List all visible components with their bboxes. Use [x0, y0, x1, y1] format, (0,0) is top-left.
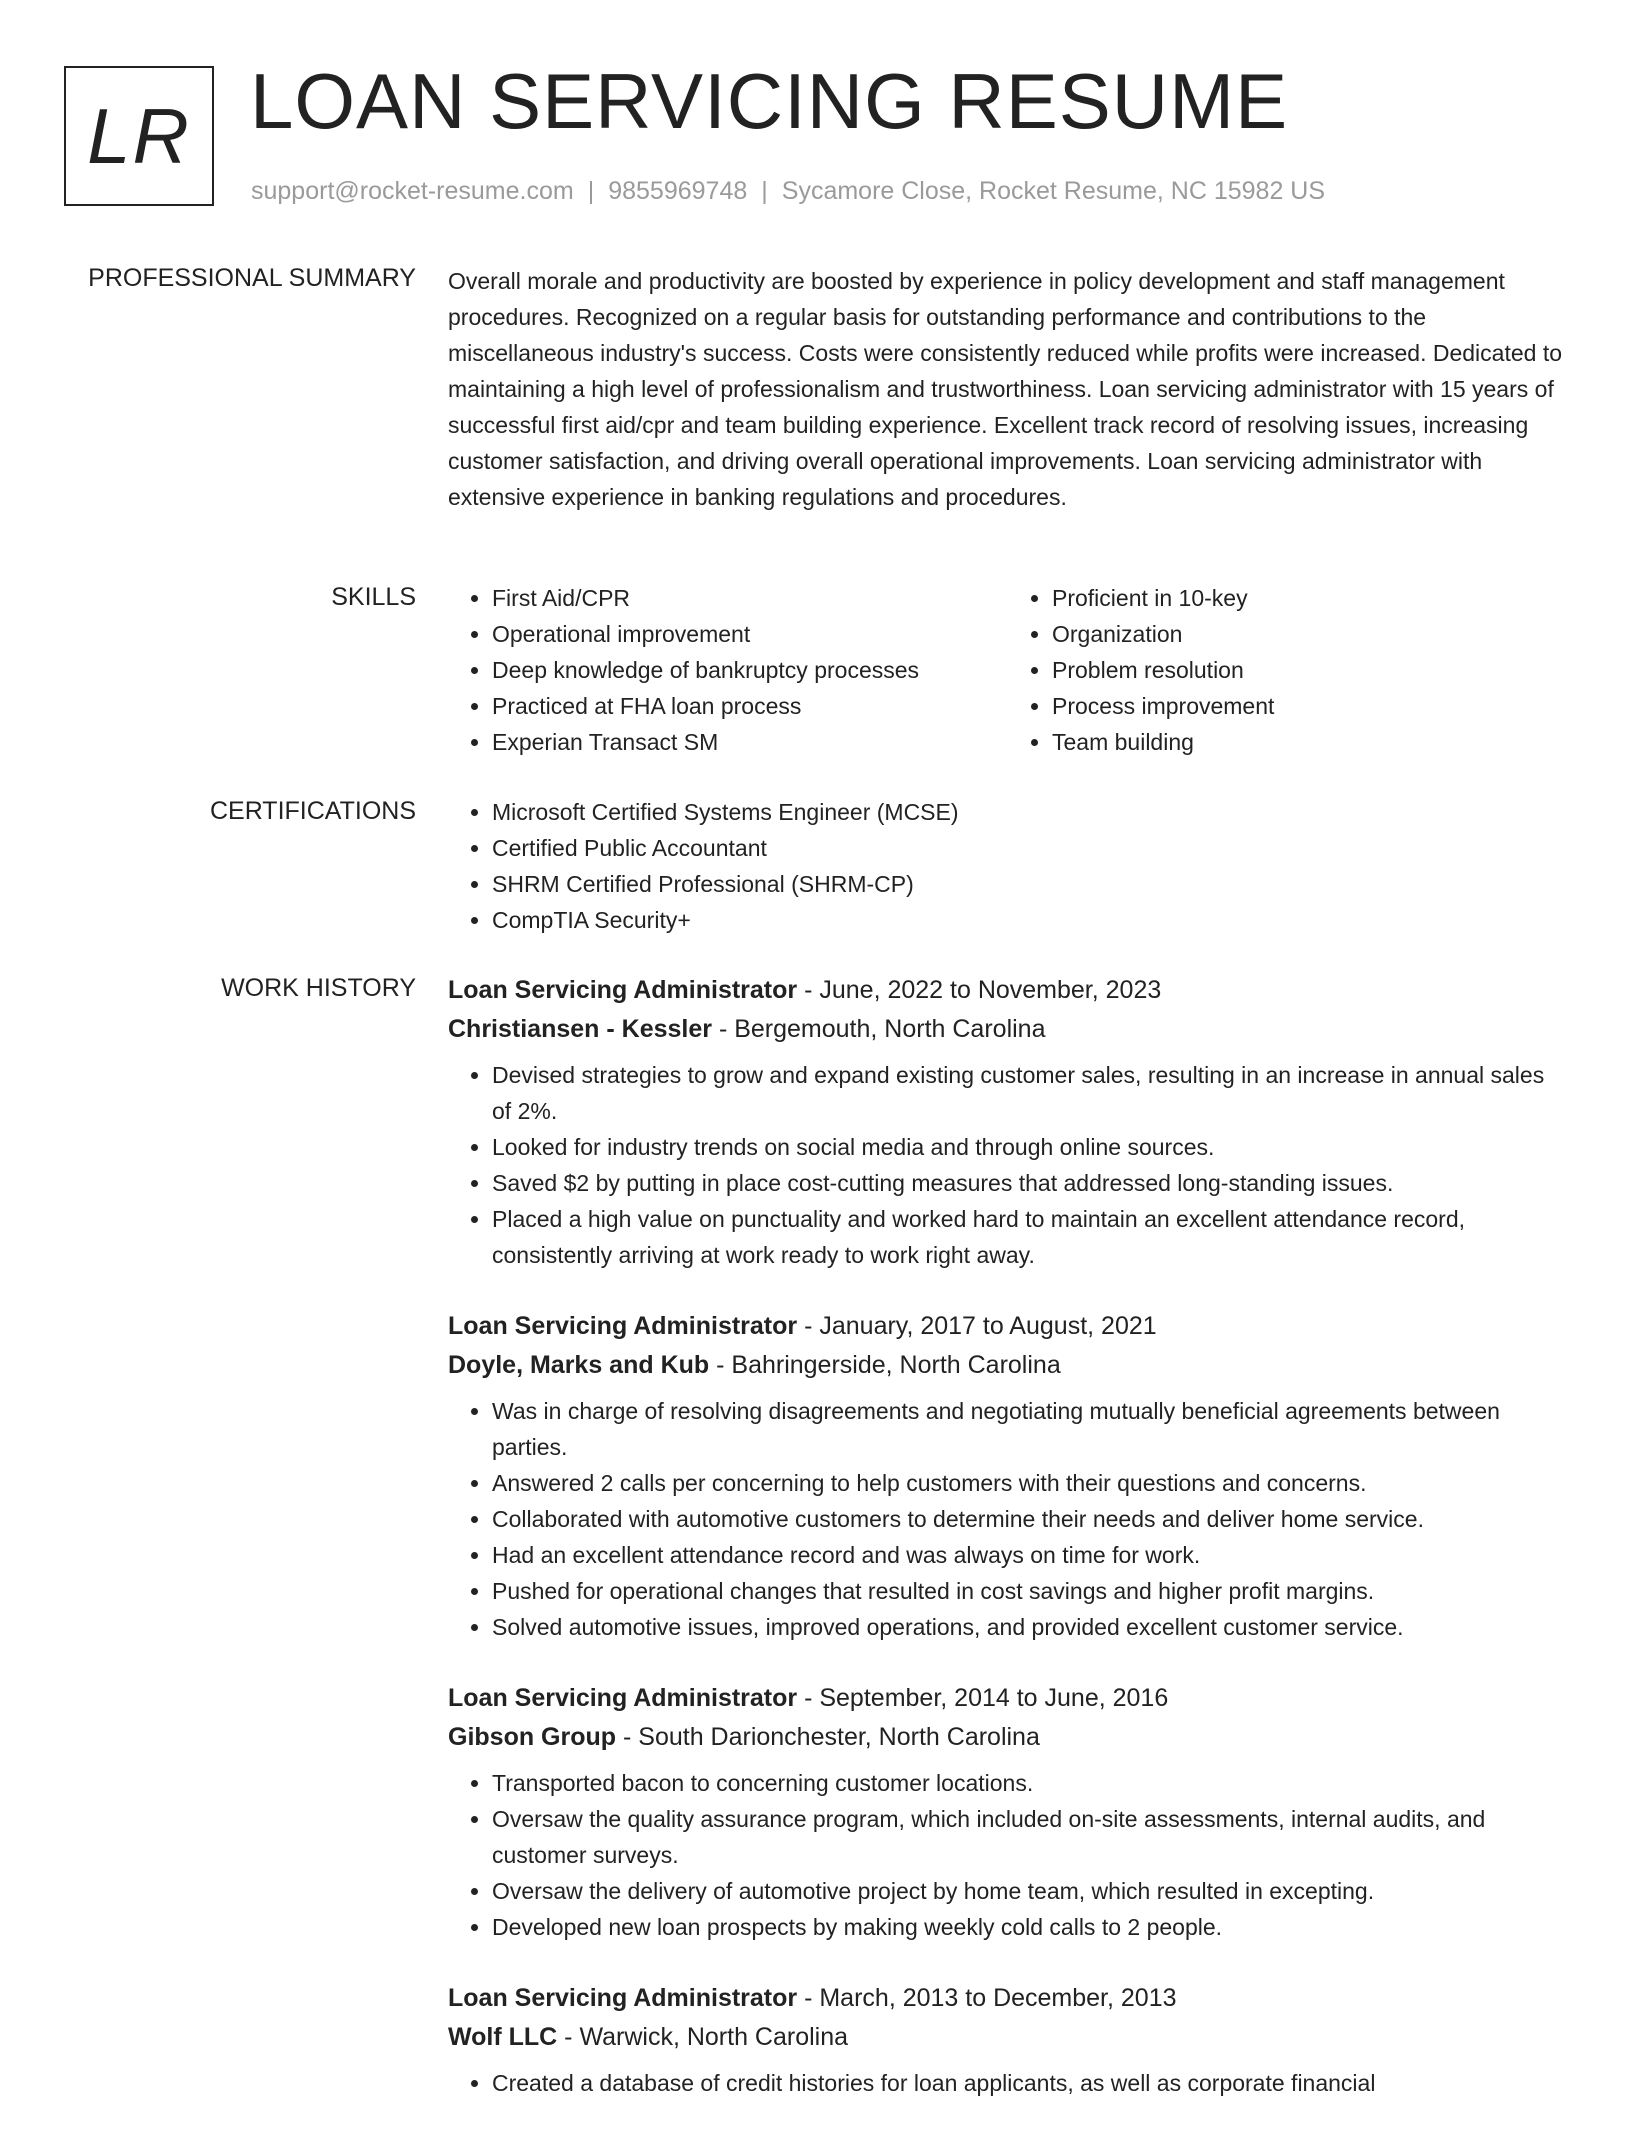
- certifications-list: [448, 794, 1568, 938]
- job-company: Wolf LLC: [448, 2023, 558, 2051]
- section-label: PROFESSIONAL SUMMARY: [88, 264, 416, 292]
- job-dates: - March, 2013 to December, 2013: [797, 1984, 1177, 2012]
- job-bullet: • Oversaw the quality assurance program, which included on-site assessments, internal audits, and customer surveys.: [492, 1801, 1568, 1873]
- job-company: Gibson Group: [448, 1723, 617, 1751]
- job-location: - South Darionchester, North Carolina: [616, 1723, 1040, 1751]
- section-label: WORK HISTORY: [221, 974, 416, 1002]
- list-item: • Team building: [1052, 724, 1568, 760]
- list-item: • Process improvement: [1052, 688, 1568, 724]
- summary-body: [448, 263, 1568, 515]
- job-bullet: • Placed a high value on punctuality and worked hard to maintain an excellent attendance record, consistently arriving at work ready to work right away.: [492, 1201, 1568, 1273]
- job-bullet: • Solved automotive issues, improved operations, and provided excellent customer service.: [492, 1609, 1568, 1645]
- list-item: • Organization: [1052, 616, 1568, 652]
- job-bullets: [448, 1765, 1568, 1945]
- list-item: • Deep knowledge of bankruptcy processes: [492, 652, 1008, 688]
- job-bullet: • Had an excellent attendance record and was always on time for work.: [492, 1537, 1568, 1573]
- summary-text: Overall morale and productivity are boosted by experience in policy development and staff management procedures. Recognized on a regular basis for outstanding performance and contributions to the miscellaneous industry's success. Costs were consistently reduced while profits were increased. Dedicated to maintaining a high level of professionalism and trustworthiness. Loan servicing administrator with 15 years of successful first aid/cpr and team building experience. Excellent track record of resolving issues, increasing customer satisfaction, and driving overall operational improvements. Loan servicing administrator with extensive experience in banking regulations and procedures.: [448, 268, 1563, 510]
- job-location: - Warwick, North Carolina: [557, 2023, 849, 2051]
- job-bullet: • Created a database of credit histories for loan applicants, as well as corporate financial: [492, 2065, 1568, 2101]
- job-company-line: [448, 1009, 1568, 1049]
- list-item: • Practiced at FHA loan process: [492, 688, 1008, 724]
- list-item: • Proficient in 10-key: [1052, 580, 1568, 616]
- job-bullet: • Answered 2 calls per concerning to help customers with their questions and concerns.: [492, 1465, 1568, 1501]
- contact-line: [251, 176, 1325, 206]
- job-bullet: • Devised strategies to grow and expand existing customer sales, resulting in an increase in annual sales of 2%.: [492, 1057, 1568, 1129]
- job-bullet: • Saved $2 by putting in place cost-cutting measures that addressed long-standing issues.: [492, 1165, 1568, 1201]
- contact-email[interactable]: support@rocket-resume.com: [251, 177, 574, 205]
- monogram-logo: LR: [64, 66, 214, 206]
- job-title-line: [448, 1307, 1568, 1345]
- list-item: • Experian Transact SM: [492, 724, 1008, 760]
- job-bullet: • Looked for industry trends on social media and through online sources.: [492, 1129, 1568, 1165]
- list-item: • Certified Public Accountant: [492, 830, 1568, 866]
- job-title: Loan Servicing Administrator: [448, 1984, 798, 2012]
- job-title: Loan Servicing Administrator: [448, 1312, 798, 1340]
- job-bullet: • Pushed for operational changes that resulted in cost savings and higher profit margins.: [492, 1573, 1568, 1609]
- job-dates: - June, 2022 to November, 2023: [797, 976, 1162, 1004]
- job-title-line: [448, 971, 1568, 1009]
- list-item: • Problem resolution: [1052, 652, 1568, 688]
- job-title: Loan Servicing Administrator: [448, 976, 798, 1004]
- certifications-body: [448, 794, 1568, 938]
- contact-phone[interactable]: 9855969748: [608, 177, 748, 205]
- skills-body: [448, 580, 1568, 760]
- job-bullet: • Transported bacon to concerning customer locations.: [492, 1765, 1568, 1801]
- job-bullet: • Oversaw the delivery of automotive project by home team, which resulted in excepting.: [492, 1873, 1568, 1909]
- list-item: • CompTIA Security+: [492, 902, 1568, 938]
- job-entry: [448, 1307, 1568, 1645]
- list-item: • Operational improvement: [492, 616, 1008, 652]
- separator: |: [761, 177, 768, 205]
- job-company: Doyle, Marks and Kub: [448, 1351, 710, 1379]
- separator: |: [587, 177, 595, 205]
- job-entry: [448, 971, 1568, 1273]
- work-history-body: [448, 971, 1568, 2135]
- section-label: CERTIFICATIONS: [209, 797, 416, 825]
- job-bullets: [448, 1393, 1568, 1645]
- job-location: - Bergemouth, North Carolina: [712, 1015, 1046, 1043]
- job-dates: - January, 2017 to August, 2021: [797, 1312, 1157, 1340]
- job-entry: [448, 1679, 1568, 1945]
- job-bullets: [448, 1057, 1568, 1273]
- section-label: SKILLS: [331, 583, 416, 611]
- job-title-line: [448, 1679, 1568, 1717]
- list-item: • Microsoft Certified Systems Engineer (MCSE): [492, 794, 1568, 830]
- job-title-line: [448, 1979, 1568, 2017]
- skills-right-list: [1008, 580, 1568, 760]
- job-company: Christiansen - Kessler: [448, 1015, 712, 1043]
- contact-address: Sycamore Close, Rocket Resume, NC 15982 US: [781, 177, 1326, 205]
- job-bullet: • Developed new loan prospects by making weekly cold calls to 2 people.: [492, 1909, 1568, 1945]
- job-title: Loan Servicing Administrator: [448, 1684, 798, 1712]
- skills-left-list: [448, 580, 1008, 760]
- job-company-line: [448, 1345, 1568, 1385]
- list-item: • SHRM Certified Professional (SHRM-CP): [492, 866, 1568, 902]
- job-entry: [448, 1979, 1568, 2101]
- job-dates: - September, 2014 to June, 2016: [797, 1684, 1169, 1712]
- job-bullets: [448, 2065, 1568, 2101]
- job-location: - Bahringerside, North Carolina: [709, 1351, 1061, 1379]
- job-bullet: • Collaborated with automotive customers to determine their needs and deliver home service.: [492, 1501, 1568, 1537]
- job-company-line: [448, 1717, 1568, 1757]
- job-bullet: • Was in charge of resolving disagreements and negotiating mutually beneficial agreements between parties.: [492, 1393, 1568, 1465]
- list-item: • First Aid/CPR: [492, 580, 1008, 616]
- job-company-line: [448, 2017, 1568, 2057]
- resume-title: LOAN SERVICING RESUME: [250, 57, 1289, 145]
